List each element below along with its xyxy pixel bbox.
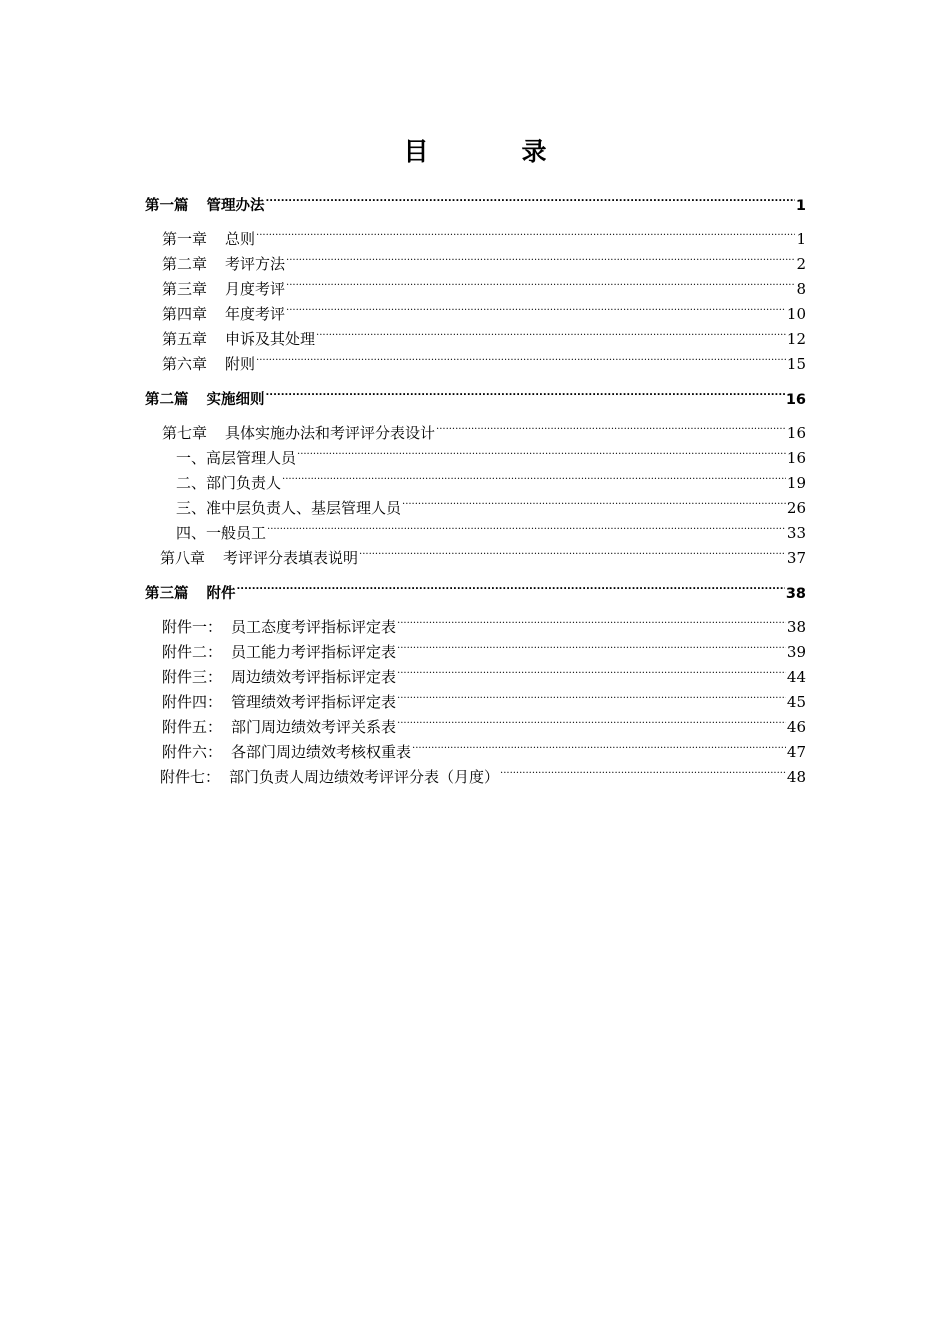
toc-entry-page: 10	[786, 305, 806, 323]
toc-entry-prefix: 附件三：	[162, 668, 223, 686]
toc-leader-dots	[412, 732, 786, 757]
toc-entry-prefix: 附件四：	[162, 693, 223, 711]
toc-leader-dots	[286, 244, 795, 269]
toc-leader-dots	[500, 757, 786, 782]
toc-entry-prefix: 第一章	[162, 230, 208, 248]
toc-entry-title: 具体实施办法和考评评分表设计	[225, 424, 436, 442]
toc-entry-title: 月度考评	[225, 280, 286, 298]
toc-entry-prefix: 附件七：	[160, 768, 221, 786]
toc-entry-title: 员工能力考评指标评定表	[231, 643, 397, 661]
toc-entry-page: 39	[786, 643, 806, 661]
toc-entry-page: 37	[786, 549, 806, 567]
toc-entry-part[interactable]	[145, 379, 806, 408]
toc-entry-prefix: 附件五：	[162, 718, 223, 736]
toc-leader-dots	[297, 438, 786, 463]
toc-entry-part[interactable]	[145, 185, 806, 214]
toc-entry-title: 部门负责人周边绩效考评评分表（月度）	[229, 768, 500, 786]
toc-entry-page: 16	[786, 424, 806, 442]
toc-leader-dots	[286, 294, 786, 319]
toc-leader-dots	[282, 463, 786, 488]
toc-entry-title: 三、准中层负责人、基层管理人员	[176, 499, 402, 517]
toc-entry-prefix: 第八章	[160, 549, 206, 567]
toc-entry-part[interactable]	[145, 573, 806, 602]
toc-leader-dots	[402, 488, 786, 513]
toc-entry-page: 38	[786, 618, 806, 636]
toc-entry-annex[interactable]	[145, 607, 806, 636]
toc-entry-prefix: 第二章	[162, 255, 208, 273]
toc-entry-prefix: 第四章	[162, 305, 208, 323]
toc-entry-page: 47	[786, 743, 806, 761]
toc-entry-page: 1	[795, 198, 806, 214]
toc-leader-dots	[256, 219, 795, 244]
toc-entry-prefix: 第三篇	[145, 586, 189, 602]
toc-entry-title: 申诉及其处理	[225, 330, 316, 348]
toc-leader-dots	[397, 632, 786, 657]
toc-leader-dots	[397, 657, 786, 682]
toc-entry-title: 管理办法	[206, 198, 265, 214]
toc-entry-title: 考评方法	[225, 255, 286, 273]
toc-entry-page: 12	[786, 330, 806, 348]
toc-entry-prefix: 第二篇	[145, 392, 189, 408]
toc-entry-title: 各部门周边绩效考核权重表	[231, 743, 412, 761]
toc-leader-dots	[436, 413, 786, 438]
toc-entry-page: 38	[785, 586, 806, 602]
toc-entry-title: 实施细则	[206, 392, 265, 408]
toc-title: 目 录	[403, 137, 581, 166]
toc-entry-title: 附件	[206, 586, 236, 602]
toc-leader-dots	[237, 573, 785, 598]
toc-entry-page: 33	[786, 524, 806, 542]
toc-entry-prefix: 附件六：	[162, 743, 223, 761]
toc-entry-page: 16	[785, 392, 806, 408]
toc-entry-page: 48	[786, 768, 806, 786]
toc-entry-page: 46	[786, 718, 806, 736]
toc-leader-dots	[286, 269, 795, 294]
toc-entry-prefix: 附件一：	[162, 618, 223, 636]
toc-entry-page: 1	[796, 230, 806, 248]
toc-entry-title: 二、部门负责人	[176, 474, 282, 492]
toc-entry-page: 26	[786, 499, 806, 517]
toc-entry-chapter[interactable]	[145, 413, 806, 442]
toc-leader-dots	[256, 344, 786, 369]
toc-entry-title: 附则	[225, 355, 256, 373]
toc-leader-dots	[316, 319, 786, 344]
toc-entry-title: 四、一般员工	[176, 524, 267, 542]
toc-entry-chapter[interactable]	[145, 219, 806, 248]
toc-entry-page: 15	[786, 355, 806, 373]
toc-entry-prefix: 第七章	[162, 424, 208, 442]
toc-entry-page: 8	[796, 280, 806, 298]
toc-entry-title: 管理绩效考评指标评定表	[231, 693, 397, 711]
toc-leader-dots	[266, 379, 785, 404]
toc-entry-title: 周边绩效考评指标评定表	[231, 668, 397, 686]
toc-entry-page: 45	[786, 693, 806, 711]
toc-entry-prefix: 第一篇	[145, 198, 189, 214]
toc-entry-page: 2	[796, 255, 806, 273]
toc-entry-page: 44	[786, 668, 806, 686]
toc-entry-title: 年度考评	[225, 305, 286, 323]
toc-leader-dots	[267, 513, 786, 538]
toc-entry-title: 部门周边绩效考评关系表	[231, 718, 397, 736]
toc-entry-page: 16	[786, 449, 806, 467]
toc-entry-title: 考评评分表填表说明	[223, 549, 359, 567]
toc-leader-dots	[397, 682, 786, 707]
toc-entry-page: 19	[786, 474, 806, 492]
toc-entry-prefix: 第三章	[162, 280, 208, 298]
toc-entry-prefix: 附件二：	[162, 643, 223, 661]
toc-leader-dots	[397, 707, 786, 732]
toc-entry-title: 员工态度考评指标评定表	[231, 618, 397, 636]
toc-entry-prefix: 第六章	[162, 355, 208, 373]
toc-leader-dots	[397, 607, 786, 632]
toc-leader-dots	[266, 185, 795, 210]
toc-entry-title: 总则	[225, 230, 256, 248]
toc-leader-dots	[359, 538, 786, 563]
toc-entry-title: 一、高层管理人员	[176, 449, 297, 467]
toc-entry-prefix: 第五章	[162, 330, 208, 348]
table-of-contents	[145, 185, 806, 786]
